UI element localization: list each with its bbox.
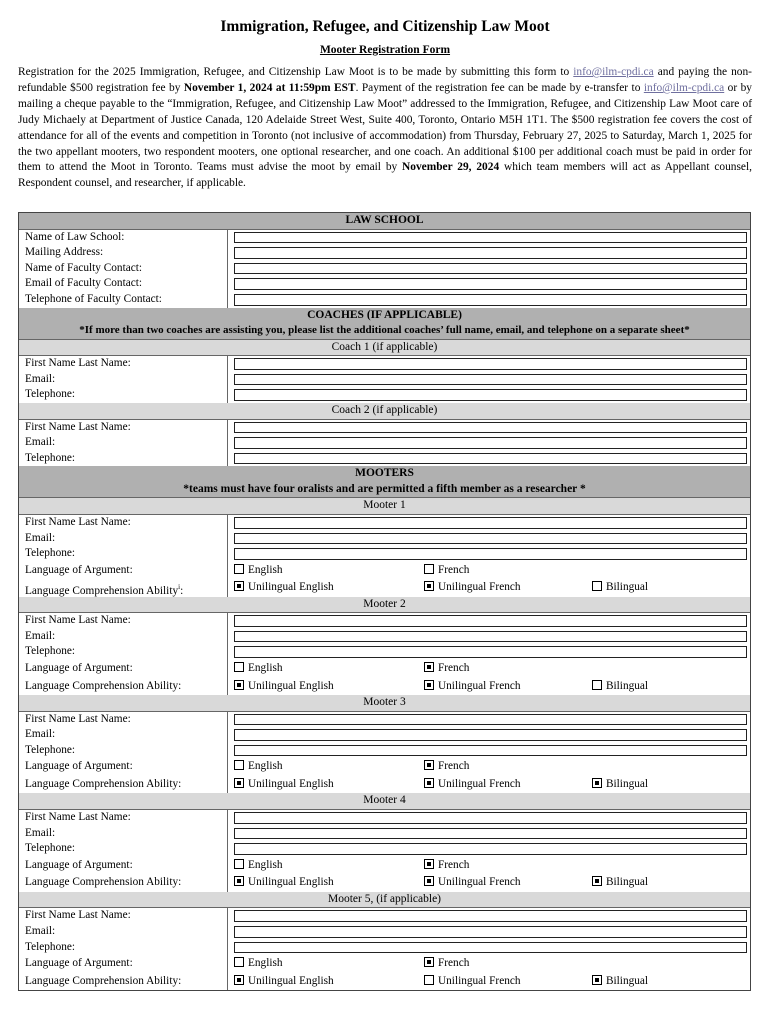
mooter-4-unilingual-french-option[interactable] [424, 874, 521, 892]
mooter-4-email-label: Email: [19, 826, 228, 842]
mooter-5-language-comprehension-label-text: Language Comprehension Ability: [25, 974, 182, 987]
mooter-2-french-label: French [438, 662, 470, 675]
mooter-2-unilingual-french-checkbox[interactable] [424, 680, 434, 690]
mooter-3-email-row [19, 727, 750, 743]
faculty-contact-email-cell [228, 276, 750, 292]
mooter-4-unilingual-french-label: Unilingual French [438, 876, 521, 889]
faculty-contact-email-label: Email of Faculty Contact: [19, 276, 228, 292]
mooter-1-unilingual-french-checkbox[interactable] [424, 581, 434, 591]
coach-1-telephone-label: Telephone: [19, 387, 228, 403]
mooter-4-english-label: English [248, 858, 283, 871]
mooter-4-language-comprehension-label-text: Language Comprehension Ability: [25, 876, 182, 889]
mooter-1-unilingual-french-label: Unilingual French [438, 581, 521, 594]
mooter-1-language-comprehension-row [19, 579, 750, 597]
mooter-4-french-label: French [438, 858, 470, 871]
mooter-5-name-row [19, 908, 750, 924]
faculty-contact-telephone-label: Telephone of Faculty Contact: [19, 292, 228, 308]
coach-1-name-input[interactable] [234, 358, 747, 370]
mooter-4-english-checkbox[interactable] [234, 859, 244, 869]
mooter-3-email-input[interactable] [234, 729, 747, 741]
registration-deadline: November 1, 2024 at 11:59pm EST [183, 81, 356, 94]
coaches-heading-text: COACHES (IF APPLICABLE) [307, 308, 462, 321]
mooter-2-name-row [19, 613, 750, 629]
mooter-4-name-cell [228, 810, 750, 826]
mooter-5-name-input[interactable] [234, 910, 747, 922]
mooter-4-unilingual-english-option[interactable] [234, 874, 334, 892]
mooter-2-language-argument-label [19, 660, 228, 678]
mooter-1-name-label: First Name Last Name: [19, 515, 228, 531]
coach-2-email-input[interactable] [234, 437, 747, 449]
coach-1-heading: Coach 1 (if applicable) [19, 340, 750, 357]
mooter-4-language-argument-label [19, 857, 228, 875]
email-link-1[interactable]: info@ilm-cpdi.ca [573, 66, 654, 78]
mooter-3-email-label: Email: [19, 727, 228, 743]
mooter-5-telephone-input[interactable] [234, 942, 747, 954]
mooter-1-language-argument-row [19, 562, 750, 580]
mooter-1-english-option[interactable] [234, 562, 283, 580]
mooter-4-telephone-input[interactable] [234, 843, 747, 855]
mooter-1-email-row [19, 531, 750, 547]
mooter-2-unilingual-english-checkbox[interactable] [234, 680, 244, 690]
mooter-2-french-checkbox[interactable] [424, 662, 434, 672]
coach-1-name-label: First Name Last Name: [19, 356, 228, 372]
mooter-4-name-row [19, 810, 750, 826]
intro-text-5: which team members will act as Appellant counsel, Respondent counsel, and researcher, if applicable. [18, 161, 752, 190]
mailing-address-input[interactable] [234, 247, 747, 259]
coach-2-email-cell [228, 435, 750, 451]
email-link-2[interactable]: info@ilm-cpdi.ca [643, 81, 725, 94]
mooter-5-email-label: Email: [19, 924, 228, 940]
mooter-3-unilingual-french-option[interactable] [424, 776, 521, 794]
mooter-1-telephone-cell [228, 546, 750, 562]
coach-1-telephone-cell [228, 387, 750, 403]
mooter-2-telephone-row [19, 644, 750, 660]
coach-2-heading: Coach 2 (if applicable) [19, 403, 750, 420]
mailing-address-label: Mailing Address: [19, 245, 228, 261]
mooter-5-unilingual-french-label: Unilingual French [438, 974, 521, 987]
mooter-1-french-label: French [438, 563, 470, 576]
mooter-5-english-label: English [248, 957, 283, 970]
mooter-2-english-checkbox[interactable] [234, 662, 244, 672]
mooter-5-french-option[interactable] [424, 955, 469, 973]
mooter-5-english-option[interactable] [234, 955, 283, 973]
coach-2-email-label: Email: [19, 435, 228, 451]
mooter-2-language-comprehension-label [19, 678, 228, 696]
mooter-1-unilingual-english-checkbox[interactable] [234, 581, 244, 591]
mooter-4-bilingual-checkbox[interactable] [592, 876, 602, 886]
mooter-1-language-argument-options [228, 562, 750, 580]
mooter-4-telephone-cell [228, 841, 750, 857]
mooter-4-email-cell [228, 826, 750, 842]
mooter-1-unilingual-english-label: Unilingual English [248, 581, 334, 594]
mooter-3-english-label: English [248, 760, 283, 773]
mooter-2-language-argument-options [228, 660, 750, 678]
mooter-4-unilingual-english-label: Unilingual English [248, 876, 334, 889]
mooter-5-language-comprehension-options [228, 973, 750, 991]
mooter-1-french-option[interactable] [424, 562, 469, 580]
coach-2-email-row [19, 435, 750, 451]
mooter-2-name-label: First Name Last Name: [19, 613, 228, 629]
mooter-1-language-comprehension-options [228, 579, 750, 597]
coach-2-telephone-input[interactable] [234, 453, 747, 465]
coach-1-name-row [19, 356, 750, 372]
coach-1-email-label: Email: [19, 372, 228, 388]
mooter-4-language-comprehension-options [228, 874, 750, 892]
mooter-1-language-comprehension-label: Language Comprehension Ability$^i$: [19, 579, 228, 597]
mooter-3-language-argument-label [19, 758, 228, 776]
coach-2-name-label: First Name Last Name: [19, 420, 228, 436]
mooter-5-unilingual-french-option[interactable] [424, 973, 521, 991]
mooter-5-unilingual-english-label: Unilingual English [248, 974, 334, 987]
mooters-note: *teams must have four oralists and are permitted a fifth member as a researcher * [183, 482, 586, 495]
mooter-1-bilingual-label: Bilingual [606, 581, 649, 594]
mooter-2-language-comprehension-row [19, 678, 750, 696]
mooter-2-english-label: English [248, 662, 283, 675]
mooter-5-french-label: French [438, 957, 470, 970]
mooter-1-telephone-input[interactable] [234, 548, 747, 560]
mooter-1-english-checkbox[interactable] [234, 564, 244, 574]
mooter-3-name-row [19, 712, 750, 728]
mooter-3-telephone-label: Telephone: [19, 743, 228, 759]
mooter-3-bilingual-label: Bilingual [606, 777, 649, 790]
mooter-5-unilingual-french-checkbox[interactable] [424, 975, 434, 985]
mooter-5-telephone-cell [228, 940, 750, 956]
mooter-3-language-argument-label-text: Language of Argument: [25, 760, 133, 773]
mooter-5-unilingual-english-option[interactable] [234, 973, 334, 991]
coaches-heading [19, 308, 750, 340]
coach-2-telephone-cell [228, 451, 750, 467]
intro-text-4: or by mailing a cheque payable to the “Immigration, Refugee, and Citizenship Law Moot” addressed to the Immigration, Refugee, and Citizenship Law Moot care of Judy Michaely at Department of Justice Canada, 120 Adelaide Street West, Suite 400, Toronto, Ontario M5H 1T1. The $500 registration fee covers the cost of attendance for all of the events and competition in Toronto (not inclusive of accommodation) from Thursday, February 27, 2025 to Saturday, March 1, 2025 for the two appellant mooters, two respondent mooters, one optional researcher, and one coach. An additional $100 per additional coach must be paid in order for them to attend the Moot in Toronto. Teams must advise the moot by email by [18, 81, 752, 174]
mooter-5-french-checkbox[interactable] [424, 957, 434, 967]
mooter-2-telephone-cell [228, 644, 750, 660]
mooter-5-language-argument-label-text: Language of Argument: [25, 957, 133, 970]
mooter-2-email-cell [228, 629, 750, 645]
mooter-4-english-option[interactable] [234, 857, 283, 875]
mooter-4-heading: Mooter 4 [19, 793, 750, 810]
mooter-4-language-comprehension-row [19, 874, 750, 892]
mooter-5-language-argument-label [19, 955, 228, 973]
faculty-contact-name-row [19, 261, 750, 277]
mooter-3-unilingual-english-label: Unilingual English [248, 777, 334, 790]
mooter-1-language-argument-label [19, 562, 228, 580]
mooter-3-name-label: First Name Last Name: [19, 712, 228, 728]
mooter-1-language-comprehension-label-text: Language Comprehension Ability [25, 584, 179, 597]
mooter-3-english-checkbox[interactable] [234, 760, 244, 770]
mooter-4-language-argument-options [228, 857, 750, 875]
mooter-1-bilingual-option[interactable] [592, 579, 648, 597]
coach-1-email-row [19, 372, 750, 388]
faculty-contact-telephone-row [19, 292, 750, 308]
mooter-1-email-label: Email: [19, 531, 228, 547]
mooter-4-language-argument-row [19, 857, 750, 875]
mooter-3-french-label: French [438, 760, 470, 773]
faculty-contact-email-row [19, 276, 750, 292]
form-title: Immigration, Refugee, and Citizenship Law Moot [220, 18, 550, 35]
mailing-address-cell [228, 245, 750, 261]
coach-1-telephone-row [19, 387, 750, 403]
mooter-4-french-checkbox[interactable] [424, 859, 434, 869]
mooter-5-heading: Mooter 5, (if applicable) [19, 892, 750, 909]
mooter-1-email-cell [228, 531, 750, 547]
mooter-1-unilingual-english-option[interactable] [234, 579, 334, 597]
mooter-2-language-comprehension-options [228, 678, 750, 696]
mooter-4-language-argument-label-text: Language of Argument: [25, 858, 133, 871]
mooter-5-unilingual-english-checkbox[interactable] [234, 975, 244, 985]
mooter-3-french-checkbox[interactable] [424, 760, 434, 770]
coaches-note: *If more than two coaches are assisting you, please list the additional coaches’ full name, email, and telephone on a separate sheet* [79, 323, 690, 336]
mooter-4-name-label: First Name Last Name: [19, 810, 228, 826]
footnote-marker: i [178, 583, 181, 592]
mooter-3-telephone-row [19, 743, 750, 759]
team-deadline: November 29, 2024 [402, 161, 500, 174]
mooter-2-unilingual-french-option[interactable] [424, 678, 521, 696]
mooter-2-bilingual-option[interactable] [592, 678, 648, 696]
mooter-3-french-option[interactable] [424, 758, 469, 776]
mooter-4-unilingual-french-checkbox[interactable] [424, 876, 434, 886]
mooter-3-email-cell [228, 727, 750, 743]
mooter-1-telephone-row [19, 546, 750, 562]
mooter-5-name-cell [228, 908, 750, 924]
mooter-5-name-label: First Name Last Name: [19, 908, 228, 924]
registration-table [18, 212, 751, 991]
mooter-2-email-label: Email: [19, 629, 228, 645]
mooter-3-name-cell [228, 712, 750, 728]
faculty-contact-name-input[interactable] [234, 263, 747, 275]
mailing-address-row [19, 245, 750, 261]
faculty-contact-name-label: Name of Faculty Contact: [19, 261, 228, 277]
faculty-contact-telephone-cell [228, 292, 750, 308]
mooter-4-unilingual-english-checkbox[interactable] [234, 876, 244, 886]
mooter-5-bilingual-checkbox[interactable] [592, 975, 602, 985]
mooter-3-unilingual-french-label: Unilingual French [438, 777, 521, 790]
mooter-3-bilingual-option[interactable] [592, 776, 648, 794]
mooter-2-language-comprehension-label-text: Language Comprehension Ability: [25, 679, 182, 692]
mooter-2-unilingual-english-option[interactable] [234, 678, 334, 696]
law-school-name-cell [228, 230, 750, 246]
mooter-2-bilingual-label: Bilingual [606, 679, 649, 692]
mooter-1-name-input[interactable] [234, 517, 747, 529]
mooter-2-language-argument-row [19, 660, 750, 678]
mooter-2-email-row [19, 629, 750, 645]
mooter-2-name-input[interactable] [234, 615, 747, 627]
mooter-4-language-comprehension-label [19, 874, 228, 892]
mooter-5-language-comprehension-row [19, 973, 750, 991]
mooter-2-bilingual-checkbox[interactable] [592, 680, 602, 690]
mooter-3-telephone-input[interactable] [234, 745, 747, 757]
intro-text-1: Registration for the 2025 Immigration, Refugee, and Citizenship Law Moot is to be made by submitting this form to [18, 66, 574, 78]
intro-text-3: . Payment of the registration fee can be made by e-transfer to [355, 81, 644, 94]
mooter-2-language-argument-label-text: Language of Argument: [25, 662, 133, 675]
mooter-3-language-comprehension-row [19, 776, 750, 794]
mooter-2-name-cell [228, 613, 750, 629]
mooter-3-unilingual-english-checkbox[interactable] [234, 778, 244, 788]
mooter-5-language-argument-row [19, 955, 750, 973]
mooter-3-unilingual-french-checkbox[interactable] [424, 778, 434, 788]
mooter-1-english-label: English [248, 563, 283, 576]
mooter-3-language-comprehension-label [19, 776, 228, 794]
mooter-1-unilingual-french-option[interactable] [424, 579, 521, 597]
mooter-2-english-option[interactable] [234, 660, 283, 678]
mooter-2-telephone-label: Telephone: [19, 644, 228, 660]
mooter-3-name-input[interactable] [234, 714, 747, 726]
coach-1-email-input[interactable] [234, 374, 747, 386]
mooter-4-telephone-label: Telephone: [19, 841, 228, 857]
mooter-3-bilingual-checkbox[interactable] [592, 778, 602, 788]
mooter-1-language-argument-label-text: Language of Argument: [25, 563, 133, 576]
mooter-4-french-option[interactable] [424, 857, 469, 875]
mooters-heading-text: MOOTERS [355, 467, 414, 480]
mooter-1-name-row [19, 515, 750, 531]
mooter-4-bilingual-label: Bilingual [606, 876, 649, 889]
mooter-2-email-input[interactable] [234, 631, 747, 643]
coach-1-email-cell [228, 372, 750, 388]
mooter-3-telephone-cell [228, 743, 750, 759]
mooter-1-email-input[interactable] [234, 533, 747, 545]
intro-text-2: and paying the non-refundable $500 registration fee by [18, 66, 752, 94]
law-school-name-input[interactable] [234, 232, 747, 244]
coach-2-name-cell [228, 420, 750, 436]
coach-2-telephone-label: Telephone: [19, 451, 228, 467]
mooter-5-telephone-label: Telephone: [19, 940, 228, 956]
mooter-4-email-input[interactable] [234, 828, 747, 840]
coach-1-telephone-input[interactable] [234, 389, 747, 401]
faculty-contact-email-input[interactable] [234, 278, 747, 290]
mooter-3-language-argument-row [19, 758, 750, 776]
mooter-4-email-row [19, 826, 750, 842]
mooter-2-unilingual-french-label: Unilingual French [438, 679, 521, 692]
mooter-3-language-argument-options [228, 758, 750, 776]
coach-1-name-cell [228, 356, 750, 372]
faculty-contact-telephone-input[interactable] [234, 294, 747, 306]
mooter-4-telephone-row [19, 841, 750, 857]
mooter-5-email-input[interactable] [234, 926, 747, 938]
mooter-1-telephone-label: Telephone: [19, 546, 228, 562]
law-school-name-row [19, 230, 750, 246]
mooter-5-bilingual-option[interactable] [592, 973, 648, 991]
mooter-1-bilingual-checkbox[interactable] [592, 581, 602, 591]
mooter-3-heading: Mooter 3 [19, 695, 750, 712]
faculty-contact-name-cell [228, 261, 750, 277]
mooter-4-name-input[interactable] [234, 812, 747, 824]
intro-paragraph [18, 65, 752, 192]
mooter-2-unilingual-english-label: Unilingual English [248, 679, 334, 692]
coach-2-telephone-row [19, 451, 750, 467]
coach-2-name-row [19, 420, 750, 436]
mooter-5-language-argument-options [228, 955, 750, 973]
mooter-2-heading: Mooter 2 [19, 597, 750, 614]
mooter-2-telephone-input[interactable] [234, 646, 747, 658]
mooter-3-language-comprehension-options [228, 776, 750, 794]
mooter-5-email-cell [228, 924, 750, 940]
coach-2-name-input[interactable] [234, 422, 747, 434]
mooter-4-bilingual-option[interactable] [592, 874, 648, 892]
mooter-2-french-option[interactable] [424, 660, 469, 678]
form-subtitle: Mooter Registration Form [319, 44, 451, 56]
law-school-name-label: Name of Law School: [19, 230, 228, 246]
mooter-5-language-comprehension-label [19, 973, 228, 991]
mooter-1-heading: Mooter 1 [19, 498, 750, 515]
mooter-5-email-row [19, 924, 750, 940]
mooter-1-name-cell [228, 515, 750, 531]
mooters-heading [19, 466, 750, 498]
mooter-3-unilingual-english-option[interactable] [234, 776, 334, 794]
mooter-5-bilingual-label: Bilingual [606, 974, 649, 987]
mooter-3-language-comprehension-label-text: Language Comprehension Ability: [25, 777, 182, 790]
law-school-heading: LAW SCHOOL [19, 213, 750, 230]
mooter-5-telephone-row [19, 940, 750, 956]
mooter-3-english-option[interactable] [234, 758, 283, 776]
mooter-5-english-checkbox[interactable] [234, 957, 244, 967]
mooter-1-french-checkbox[interactable] [424, 564, 434, 574]
